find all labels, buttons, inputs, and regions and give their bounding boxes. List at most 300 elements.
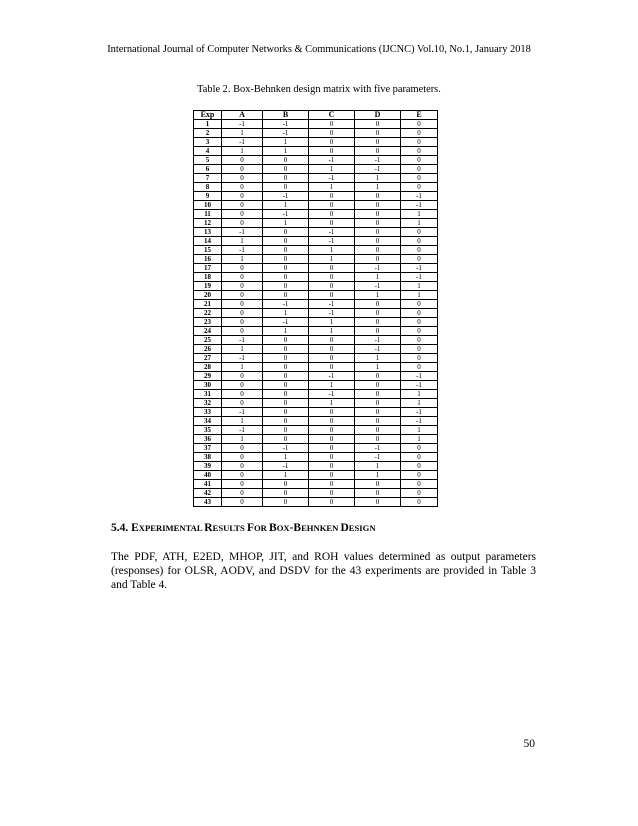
factor-level-cell: -1 [401, 381, 438, 390]
section-title-part: E [131, 522, 139, 534]
factor-level-cell: 0 [309, 147, 355, 156]
table-row [194, 462, 438, 471]
section-heading [111, 521, 376, 535]
factor-level-cell: 0 [309, 462, 355, 471]
exp-number-cell: 18 [194, 273, 222, 282]
factor-level-cell: 1 [222, 255, 263, 264]
factor-level-cell: 1 [401, 435, 438, 444]
section-title [131, 522, 375, 534]
section-title-part: ESIGN [348, 523, 376, 533]
table-row [194, 237, 438, 246]
factor-level-cell: 0 [401, 444, 438, 453]
factor-level-cell: 0 [309, 264, 355, 273]
factor-level-cell: -1 [309, 390, 355, 399]
factor-level-cell: 0 [401, 480, 438, 489]
factor-level-cell: 0 [401, 309, 438, 318]
factor-level-cell: 0 [222, 165, 263, 174]
exp-number-cell: 39 [194, 462, 222, 471]
exp-number-cell: 29 [194, 372, 222, 381]
factor-level-cell: 0 [263, 228, 309, 237]
factor-level-cell: 1 [222, 237, 263, 246]
table-row [194, 363, 438, 372]
factor-level-cell: 0 [355, 210, 401, 219]
factor-level-cell: 0 [309, 120, 355, 129]
factor-level-cell: 0 [263, 282, 309, 291]
factor-level-cell: 0 [309, 291, 355, 300]
factor-level-cell: 0 [309, 354, 355, 363]
section-title-part: -B [289, 522, 302, 534]
table-row [194, 129, 438, 138]
factor-level-cell: 0 [309, 363, 355, 372]
factor-level-cell: 0 [309, 210, 355, 219]
exp-number-cell: 28 [194, 363, 222, 372]
factor-level-cell: 0 [263, 498, 309, 507]
factor-level-cell: -1 [401, 273, 438, 282]
table-row [194, 147, 438, 156]
factor-level-cell: 0 [401, 147, 438, 156]
section-title-part: ESULTS [212, 523, 247, 533]
table-row [194, 219, 438, 228]
factor-level-cell: 0 [222, 372, 263, 381]
section-title-part: OX [276, 523, 290, 533]
factor-level-cell: 0 [355, 399, 401, 408]
table-row [194, 201, 438, 210]
factor-level-cell: 0 [309, 129, 355, 138]
exp-number-cell: 13 [194, 228, 222, 237]
factor-level-cell: -1 [263, 444, 309, 453]
factor-level-cell: 1 [401, 210, 438, 219]
factor-level-cell: 1 [309, 255, 355, 264]
factor-level-cell: 0 [401, 237, 438, 246]
exp-number-cell: 5 [194, 156, 222, 165]
factor-level-cell: 0 [263, 354, 309, 363]
factor-level-cell: 0 [222, 309, 263, 318]
exp-number-cell: 21 [194, 300, 222, 309]
factor-level-cell: 1 [309, 165, 355, 174]
factor-level-cell: 0 [222, 300, 263, 309]
table-row [194, 138, 438, 147]
factor-level-cell: 0 [222, 381, 263, 390]
factor-level-cell: -1 [355, 165, 401, 174]
factor-level-cell: 0 [263, 237, 309, 246]
factor-level-cell: 0 [263, 273, 309, 282]
exp-number-cell: 23 [194, 318, 222, 327]
factor-level-cell: 0 [401, 453, 438, 462]
exp-number-cell: 3 [194, 138, 222, 147]
exp-number-cell: 12 [194, 219, 222, 228]
table-row [194, 165, 438, 174]
factor-level-cell: 1 [355, 273, 401, 282]
factor-level-cell: 0 [309, 201, 355, 210]
factor-level-cell: 0 [222, 462, 263, 471]
factor-level-cell: 0 [355, 381, 401, 390]
section-title-part: B [269, 522, 277, 534]
factor-level-cell: 0 [222, 174, 263, 183]
factor-level-cell: 1 [401, 219, 438, 228]
factor-level-cell: -1 [309, 174, 355, 183]
factor-level-cell: 0 [222, 480, 263, 489]
table-row [194, 480, 438, 489]
exp-number-cell: 27 [194, 354, 222, 363]
table-row [194, 264, 438, 273]
factor-level-cell: 0 [309, 480, 355, 489]
factor-level-cell: 1 [309, 318, 355, 327]
factor-level-cell: 0 [401, 255, 438, 264]
factor-level-cell: -1 [355, 444, 401, 453]
table-row [194, 309, 438, 318]
factor-level-cell: 1 [355, 354, 401, 363]
table-row [194, 408, 438, 417]
factor-level-cell: 0 [401, 498, 438, 507]
exp-number-cell: 4 [194, 147, 222, 156]
exp-number-cell: 41 [194, 480, 222, 489]
column-header-e: E [401, 111, 438, 120]
factor-level-cell: 1 [309, 327, 355, 336]
factor-level-cell: 0 [401, 246, 438, 255]
table-row [194, 435, 438, 444]
factor-level-cell: -1 [309, 237, 355, 246]
exp-number-cell: 15 [194, 246, 222, 255]
table-row [194, 246, 438, 255]
table-row [194, 120, 438, 129]
factor-level-cell: 0 [263, 372, 309, 381]
factor-level-cell: 1 [401, 399, 438, 408]
factor-level-cell: 0 [309, 435, 355, 444]
factor-level-cell: 0 [222, 192, 263, 201]
section-title-part: EHNKEN [301, 523, 341, 533]
factor-level-cell: 1 [355, 462, 401, 471]
running-header: International Journal of Computer Networks & Communications (IJCNC) Vol.10, No.1, January 2018 [107, 44, 531, 55]
factor-level-cell: -1 [401, 192, 438, 201]
factor-level-cell: 1 [401, 282, 438, 291]
factor-level-cell: -1 [263, 210, 309, 219]
factor-level-cell: -1 [263, 318, 309, 327]
factor-level-cell: 0 [355, 147, 401, 156]
factor-level-cell: 0 [263, 489, 309, 498]
table-row [194, 174, 438, 183]
factor-level-cell: 0 [222, 453, 263, 462]
factor-level-cell: 1 [401, 390, 438, 399]
exp-number-cell: 40 [194, 471, 222, 480]
column-header-exp: Exp [194, 111, 222, 120]
factor-level-cell: 0 [263, 345, 309, 354]
factor-level-cell: 0 [222, 291, 263, 300]
factor-level-cell: 0 [401, 363, 438, 372]
factor-level-cell: 0 [355, 237, 401, 246]
factor-level-cell: 0 [401, 156, 438, 165]
factor-level-cell: 1 [222, 345, 263, 354]
factor-level-cell: 0 [309, 426, 355, 435]
exp-number-cell: 11 [194, 210, 222, 219]
table-row [194, 417, 438, 426]
factor-level-cell: 1 [401, 426, 438, 435]
factor-level-cell: 0 [401, 489, 438, 498]
factor-level-cell: -1 [355, 336, 401, 345]
table-header-row [194, 111, 438, 120]
factor-level-cell: 0 [355, 480, 401, 489]
factor-level-cell: 1 [222, 129, 263, 138]
page-number: 50 [523, 738, 535, 750]
factor-level-cell: 0 [263, 390, 309, 399]
factor-level-cell: -1 [401, 372, 438, 381]
table-row [194, 489, 438, 498]
factor-level-cell: -1 [263, 462, 309, 471]
factor-level-cell: 1 [355, 291, 401, 300]
factor-level-cell: 0 [309, 417, 355, 426]
factor-level-cell: 0 [263, 435, 309, 444]
factor-level-cell: -1 [401, 417, 438, 426]
factor-level-cell: -1 [222, 408, 263, 417]
exp-number-cell: 6 [194, 165, 222, 174]
factor-level-cell: 1 [309, 246, 355, 255]
table-row [194, 192, 438, 201]
table-row [194, 345, 438, 354]
exp-number-cell: 24 [194, 327, 222, 336]
table-row [194, 291, 438, 300]
factor-level-cell: 0 [355, 417, 401, 426]
exp-number-cell: 22 [194, 309, 222, 318]
factor-level-cell: 0 [263, 336, 309, 345]
factor-level-cell: -1 [355, 345, 401, 354]
factor-level-cell: 0 [222, 282, 263, 291]
factor-level-cell: -1 [309, 228, 355, 237]
exp-number-cell: 43 [194, 498, 222, 507]
exp-number-cell: 34 [194, 417, 222, 426]
factor-level-cell: 0 [263, 156, 309, 165]
factor-level-cell: 0 [355, 300, 401, 309]
table-row [194, 183, 438, 192]
factor-level-cell: 0 [309, 345, 355, 354]
design-matrix-table [193, 110, 438, 507]
factor-level-cell: -1 [222, 228, 263, 237]
table-row [194, 471, 438, 480]
factor-level-cell: 0 [263, 165, 309, 174]
table-row [194, 210, 438, 219]
exp-number-cell: 36 [194, 435, 222, 444]
factor-level-cell: 0 [309, 138, 355, 147]
table-row [194, 390, 438, 399]
factor-level-cell: -1 [222, 354, 263, 363]
factor-level-cell: 1 [355, 471, 401, 480]
factor-level-cell: 0 [309, 273, 355, 282]
exp-number-cell: 9 [194, 192, 222, 201]
factor-level-cell: 0 [401, 462, 438, 471]
factor-level-cell: 0 [309, 192, 355, 201]
factor-level-cell: 0 [222, 471, 263, 480]
factor-level-cell: 1 [263, 201, 309, 210]
section-title-part: D [340, 522, 349, 534]
factor-level-cell: -1 [263, 300, 309, 309]
factor-level-cell: -1 [401, 408, 438, 417]
factor-level-cell: -1 [222, 138, 263, 147]
factor-level-cell: 0 [355, 201, 401, 210]
factor-level-cell: -1 [355, 156, 401, 165]
exp-number-cell: 37 [194, 444, 222, 453]
table-row [194, 399, 438, 408]
factor-level-cell: 1 [263, 327, 309, 336]
factor-level-cell: 0 [401, 120, 438, 129]
body-paragraph: The PDF, ATH, E2ED, MHOP, JIT, and ROH values determined as output parameters (responses) for OLSR, AODV, and DSDV for the 43 experiments are provided in Table 3 and Table 4. [111, 551, 536, 592]
section-title-part: XPERIMENTAL [138, 523, 205, 533]
factor-level-cell: 1 [222, 363, 263, 372]
exp-number-cell: 42 [194, 489, 222, 498]
factor-level-cell: 0 [401, 300, 438, 309]
factor-level-cell: 0 [401, 138, 438, 147]
factor-level-cell: 0 [401, 336, 438, 345]
factor-level-cell: 0 [222, 210, 263, 219]
factor-level-cell: 0 [263, 174, 309, 183]
table-row [194, 426, 438, 435]
exp-number-cell: 30 [194, 381, 222, 390]
column-header-c: C [309, 111, 355, 120]
exp-number-cell: 17 [194, 264, 222, 273]
exp-number-cell: 1 [194, 120, 222, 129]
table-row [194, 354, 438, 363]
exp-number-cell: 26 [194, 345, 222, 354]
factor-level-cell: 0 [355, 489, 401, 498]
factor-level-cell: -1 [222, 336, 263, 345]
factor-level-cell: 0 [355, 138, 401, 147]
table-body [194, 120, 438, 507]
factor-level-cell: 1 [401, 291, 438, 300]
factor-level-cell: 1 [263, 138, 309, 147]
table-row [194, 273, 438, 282]
factor-level-cell: 0 [222, 318, 263, 327]
exp-number-cell: 38 [194, 453, 222, 462]
factor-level-cell: -1 [263, 120, 309, 129]
factor-level-cell: 0 [355, 246, 401, 255]
table-row [194, 156, 438, 165]
factor-level-cell: 0 [355, 408, 401, 417]
factor-level-cell: -1 [309, 300, 355, 309]
factor-level-cell: 0 [401, 327, 438, 336]
exp-number-cell: 25 [194, 336, 222, 345]
factor-level-cell: -1 [355, 264, 401, 273]
table-row [194, 300, 438, 309]
exp-number-cell: 32 [194, 399, 222, 408]
table-row [194, 453, 438, 462]
factor-level-cell: 0 [309, 471, 355, 480]
factor-level-cell: 0 [355, 327, 401, 336]
factor-level-cell: 0 [355, 120, 401, 129]
column-header-b: B [263, 111, 309, 120]
factor-level-cell: 0 [222, 219, 263, 228]
factor-level-cell: 0 [355, 255, 401, 264]
exp-number-cell: 16 [194, 255, 222, 264]
factor-level-cell: 1 [222, 147, 263, 156]
factor-level-cell: 0 [355, 372, 401, 381]
factor-level-cell: -1 [309, 156, 355, 165]
factor-level-cell: 0 [263, 480, 309, 489]
factor-level-cell: 0 [309, 282, 355, 291]
factor-level-cell: 0 [222, 201, 263, 210]
column-header-d: D [355, 111, 401, 120]
factor-level-cell: 1 [355, 174, 401, 183]
section-title-part: R [204, 522, 213, 534]
column-header-a: A [222, 111, 263, 120]
table-row [194, 255, 438, 264]
factor-level-cell: 1 [222, 435, 263, 444]
exp-number-cell: 10 [194, 201, 222, 210]
factor-level-cell: -1 [263, 192, 309, 201]
table-row [194, 498, 438, 507]
table-caption: Table 2. Box-Behnken design matrix with five parameters. [197, 84, 441, 95]
factor-level-cell: 1 [309, 183, 355, 192]
table-row [194, 336, 438, 345]
factor-level-cell: 0 [263, 381, 309, 390]
factor-level-cell: 0 [222, 399, 263, 408]
factor-level-cell: 0 [222, 498, 263, 507]
factor-level-cell: 0 [263, 399, 309, 408]
table-row [194, 381, 438, 390]
factor-level-cell: 0 [401, 318, 438, 327]
section-number: 5.4. [111, 522, 129, 534]
factor-level-cell: -1 [401, 201, 438, 210]
section-title-part: OR [253, 523, 270, 533]
factor-level-cell: 0 [355, 426, 401, 435]
factor-level-cell: 0 [401, 165, 438, 174]
exp-number-cell: 7 [194, 174, 222, 183]
factor-level-cell: 0 [401, 354, 438, 363]
factor-level-cell: 0 [263, 426, 309, 435]
factor-level-cell: 1 [263, 219, 309, 228]
factor-level-cell: 1 [263, 471, 309, 480]
factor-level-cell: 0 [355, 318, 401, 327]
factor-level-cell: 0 [263, 183, 309, 192]
factor-level-cell: 0 [355, 228, 401, 237]
factor-level-cell: -1 [355, 282, 401, 291]
table-row [194, 282, 438, 291]
factor-level-cell: 0 [222, 183, 263, 192]
factor-level-cell: 1 [263, 309, 309, 318]
factor-level-cell: 0 [263, 408, 309, 417]
factor-level-cell: 0 [355, 435, 401, 444]
factor-level-cell: 0 [355, 390, 401, 399]
factor-level-cell: 0 [355, 192, 401, 201]
factor-level-cell: 1 [263, 147, 309, 156]
table-row [194, 327, 438, 336]
factor-level-cell: 0 [222, 156, 263, 165]
table-row [194, 318, 438, 327]
factor-level-cell: 0 [222, 390, 263, 399]
factor-level-cell: 0 [355, 498, 401, 507]
exp-number-cell: 35 [194, 426, 222, 435]
factor-level-cell: 0 [222, 327, 263, 336]
factor-level-cell: 0 [401, 174, 438, 183]
factor-level-cell: 0 [401, 471, 438, 480]
factor-level-cell: 1 [263, 453, 309, 462]
exp-number-cell: 33 [194, 408, 222, 417]
factor-level-cell: 0 [401, 345, 438, 354]
factor-level-cell: 0 [263, 264, 309, 273]
factor-level-cell: 0 [401, 228, 438, 237]
factor-level-cell: 1 [309, 381, 355, 390]
exp-number-cell: 2 [194, 129, 222, 138]
factor-level-cell: 0 [309, 408, 355, 417]
factor-level-cell: 0 [263, 363, 309, 372]
factor-level-cell: 0 [355, 129, 401, 138]
table-row [194, 228, 438, 237]
section-title-part: F [246, 522, 254, 534]
factor-level-cell: -1 [355, 453, 401, 462]
table-row [194, 372, 438, 381]
factor-level-cell: -1 [222, 120, 263, 129]
factor-level-cell: 0 [309, 489, 355, 498]
factor-level-cell: 1 [222, 417, 263, 426]
factor-level-cell: 0 [355, 219, 401, 228]
factor-level-cell: 0 [222, 489, 263, 498]
factor-level-cell: -1 [309, 309, 355, 318]
